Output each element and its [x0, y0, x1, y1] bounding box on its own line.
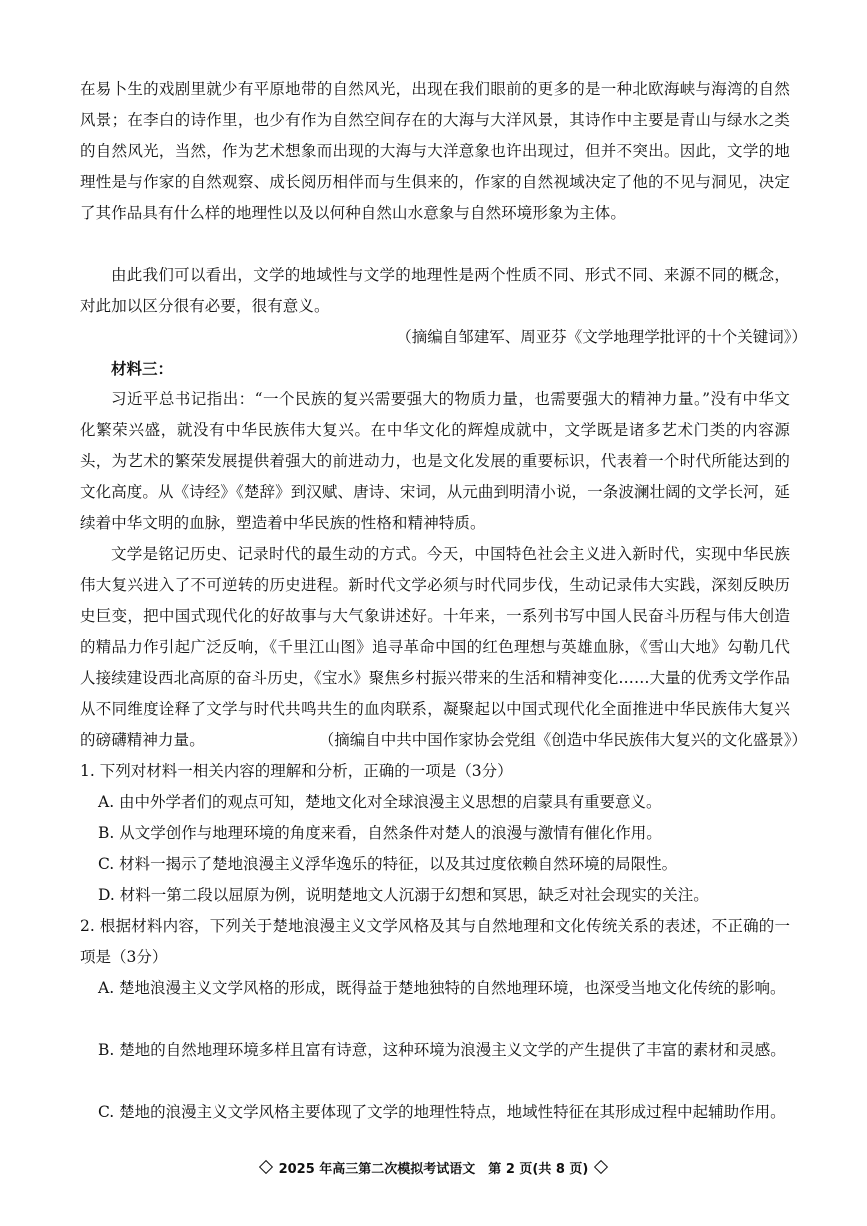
question-2-option-b: B. 楚地的自然地理环境多样且富有诗意，这种环境为浪漫主义文学的产生提供了丰富的素材和灵感。	[98, 1041, 786, 1059]
footer-text: 2025 年高三第二次模拟考试语文 第 2 页(共 8 页)	[278, 1162, 589, 1177]
source-citation-material-two: （摘编自邹建军、周亚芬《文学地理学批评的十个关键词》）	[396, 328, 807, 346]
question-2-option-c: C. 楚地的浪漫主义文学风格主要体现了文学的地理性特点，地域性特征在其形成过程中起辅助作用。	[98, 1103, 786, 1121]
paragraph-material-two-continued: 在易卜生的戏剧里就少有平原地带的自然风光，出现在我们眼前的更多的是一种北欧海峡与海湾的自然风景；在李白的诗作里，也少有作为自然空间存在的大海与大洋风景，其诗作中主要是青山与绿水之类的自然风光，当然，作为艺术想象而出现的大海与大洋意象也许出现过，但并不突出。因此，文学的地理性是与作家的自然观察、成长阅历相伴而与生俱来的，作家的自然视域决定了他的不见与洞见，决定了其作品具有什么样的地理性以及以何种自然山水意象与自然环境形象为主体。	[80, 80, 790, 222]
question-1-option-c: C. 材料一揭示了楚地浪漫主义浮华逸乐的特征，以及其过度依赖自然环境的局限性。	[98, 855, 678, 873]
question-1-option-b: B. 从文学创作与地理环境的角度来看，自然条件对楚人的浪漫与激情有催化作用。	[98, 824, 662, 842]
paragraph-material-three-second: 文学是铭记历史、记录时代的最生动的方式。今天，中国特色社会主义进入新时代，实现中华民族伟大复兴进入了不可逆转的历史进程。新时代文学必须与时代同步伐，生动记录伟大实践，深刻反映历史巨变，把中国式现代化的好故事与大气象讲述好。十年来，一系列书写中国人民奋斗历程与伟大创造的精品力作引起广泛反响，《千里江山图》追寻革命中国的红色理想与英雄血脉，《雪山大地》勾勒几代人接续建设西北高原的奋斗历史，《宝水》聚焦乡村振兴带来的生活和精神变化……大量的优秀文学作品从不同维度诠释了文学与时代共鸣共生的血肉联系，凝聚起以中国式现代化全面推进中华民族伟大复兴的磅礴精神力量。	[80, 545, 790, 749]
question-1-stem: 1. 下列对材料一相关内容的理解和分析，正确的一项是（3分）	[80, 762, 513, 780]
question-2-stem: 2. 根据材料内容，下列关于楚地浪漫主义文学风格及其与自然地理和文化传统关系的表述，不正确的一项是（3分）	[80, 917, 790, 966]
paragraph-material-two-conclusion: 由此我们可以看出，文学的地域性与文学的地理性是两个性质不同、形式不同、来源不同的概念，对此加以区分很有必要，很有意义。	[80, 266, 790, 315]
diamond-right-icon	[594, 1160, 608, 1174]
diamond-left-icon	[259, 1160, 273, 1174]
question-2-option-a: A. 楚地浪漫主义文学风格的形成，既得益于楚地独特的自然地理环境，也深受当地文化传统的影响。	[98, 979, 786, 997]
paragraph-material-three-first: 习近平总书记指出：“一个民族的复兴需要强大的物质力量，也需要强大的精神力量。”没有中华文化繁荣兴盛，就没有中华民族伟大复兴。在中华文化的辉煌成就中，文学既是诸多艺术门类的内容源头，为艺术的繁荣发展提供着强大的前进动力，也是文化发展的重要标识，代表着一个时代所能达到的文化高度。从《诗经》《楚辞》到汉赋、唐诗、宋词，从元曲到明清小说，一条波澜壮阔的文学长河，延续着中华文明的血脉，塑造着中华民族的性格和精神特质。	[80, 390, 790, 532]
question-1-option-a: A. 由中外学者们的观点可知，楚地文化对全球浪漫主义思想的启蒙具有重要意义。	[98, 793, 662, 811]
question-1-option-d: D. 材料一第二段以屈原为例，说明楚地文人沉溺于幻想和冥思，缺乏对社会现实的关注。	[98, 886, 709, 904]
source-citation-material-three: （摘编自中共中国作家协会党组《创造中华民族伟大复兴的文化盛景》）	[318, 731, 807, 749]
heading-material-three: 材料三：	[111, 359, 174, 378]
page-footer	[0, 1160, 867, 1180]
